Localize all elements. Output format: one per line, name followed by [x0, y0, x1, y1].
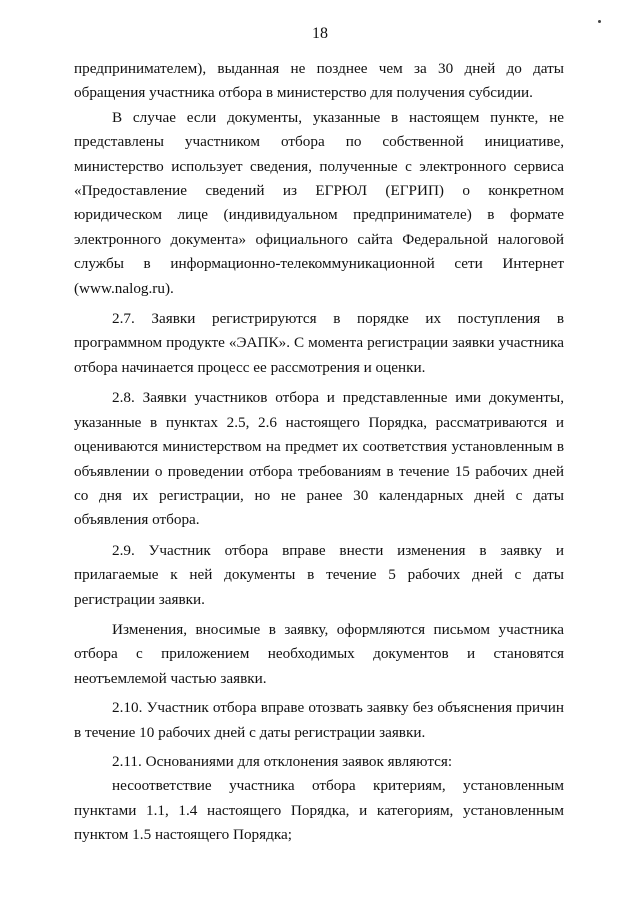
paragraph-egrul-info: В случае если документы, указанные в настоящем пункте, не представлены участником отбора по собственной инициативе, министерство использует сведения, полученные с электронного сервиса «Предоставление сведений из ЕГРЮЛ (ЕГРИП) о конкретном юридическом лице (индивидуальном предпринимателе) в формате электронного документа» официального сайта Федеральной налоговой службы в информационно-телекоммуникационной сети Интернет (www.nalog.ru).	[74, 108, 564, 297]
paragraph-2-10: 2.10. Участник отбора вправе отозвать заявку без объяснения причин в течение 10 рабочих дней с даты регистрации заявки.	[74, 699, 564, 741]
paragraph-continuation: предпринимателем), выданная не позднее чем за 30 дней до даты обращения участника отбора в министерство для получения субсидии.	[74, 60, 564, 102]
paragraph-changes: Изменения, вносимые в заявку, оформляются письмом участника отбора с приложением необходимых документов и становятся неотъемлемой частью заявки.	[74, 620, 564, 687]
document-body	[74, 57, 564, 848]
scan-dot	[598, 20, 601, 23]
paragraph-criteria: несоответствие участника отбора критериям, установленным пунктами 1.1, 1.4 настоящего Порядка, и категориям, установленным пунктом 1.5 настоящего Порядка;	[74, 777, 564, 844]
paragraph-2-7: 2.7. Заявки регистрируются в порядке их поступления в программном продукте «ЭАПК». С момента регистрации заявки участника отбора начинается процесс ее рассмотрения и оценки.	[74, 310, 564, 376]
paragraph-2-11: 2.11. Основаниями для отклонения заявок являются:	[112, 752, 453, 770]
paragraph-2-9: 2.9. Участник отбора вправе внести изменения в заявку и прилагаемые к ней документы в течение 5 рабочих дней с даты регистрации заявки.	[74, 541, 564, 608]
page-number: 18	[312, 25, 328, 42]
paragraph-2-8: 2.8. Заявки участников отбора и представленные ими документы, указанные в пунктах 2.5, 2.6 настоящего Порядка, рассматриваются и оцениваются министерством на предмет их соответствия установленным в объявлении о проведении отбора требованиям в течение 15 рабочих дней со дня их регистрации, но не ранее 30 календарных дней с даты объявления отбора.	[74, 389, 564, 529]
